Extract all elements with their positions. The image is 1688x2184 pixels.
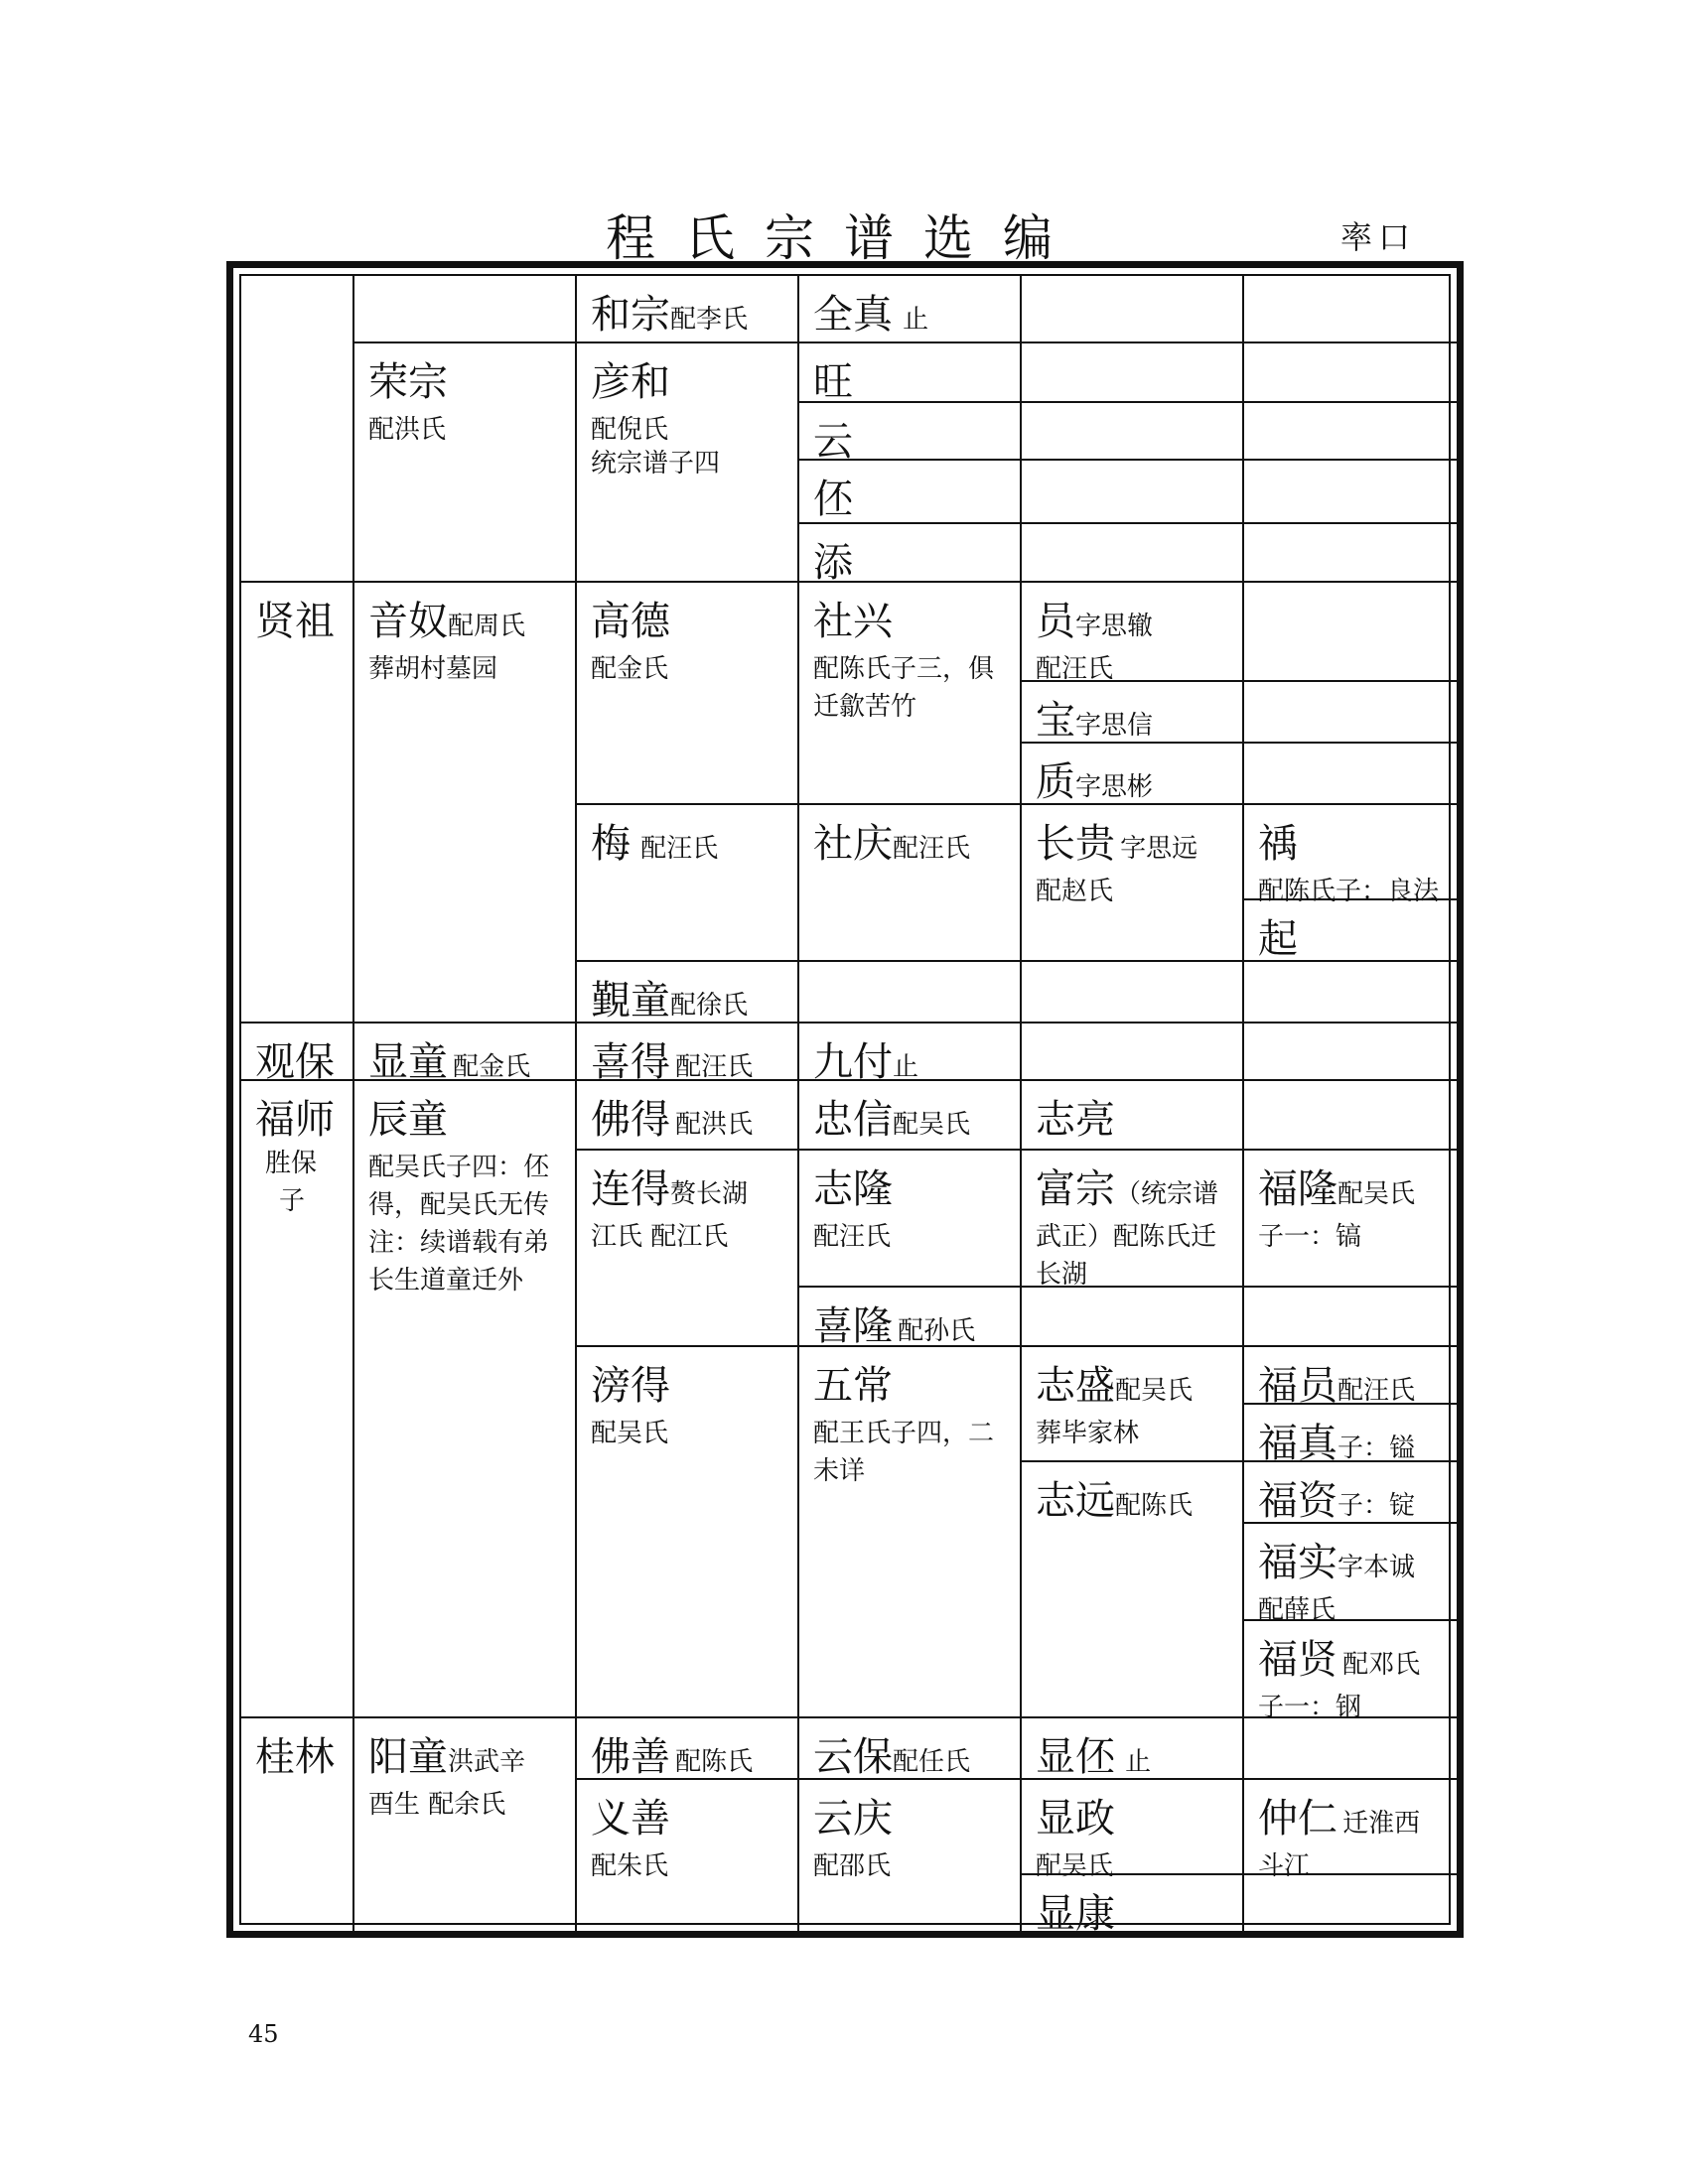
person-note: 酉生 配余氏 — [368, 1790, 506, 1820]
person-name: 䄔 — [1258, 821, 1298, 867]
person-name: 显政 — [1036, 1796, 1115, 1842]
cell-fode — [577, 1081, 799, 1151]
person-name: 显伾 — [1036, 1734, 1115, 1780]
person-suffix: 迁淮西 — [1342, 1809, 1421, 1839]
gen-name: 桂林 — [255, 1734, 335, 1780]
gen-cell-top — [241, 276, 354, 583]
cell-hezong — [577, 276, 799, 343]
person-name: 和宗 — [591, 292, 670, 338]
person-suffix: 配李氏 — [670, 305, 749, 335]
person-name: 志盛 — [1036, 1363, 1115, 1409]
gen-cell-guilin — [241, 1718, 354, 1935]
person-note: 葬毕家林 — [1036, 1419, 1140, 1448]
person-name: 喜得 — [591, 1039, 670, 1085]
cell-yun — [799, 403, 1022, 465]
person-name: 佛善 — [591, 1734, 670, 1780]
cell-empty — [1022, 524, 1244, 583]
person-name: 志亮 — [1036, 1097, 1115, 1143]
person-note: 葬胡村墓园 — [368, 654, 498, 684]
cell-empty — [1022, 962, 1244, 1024]
person-suffix: 配洪氏 — [675, 1110, 754, 1140]
person-name: 福实 — [1258, 1540, 1337, 1585]
person-suffix: 配汪氏 — [640, 834, 719, 864]
person-suffix: （统宗谱 — [1115, 1179, 1219, 1209]
cell-changgui — [1022, 805, 1244, 962]
cell-empty — [1244, 1718, 1461, 1780]
cell-yanhe — [577, 343, 799, 583]
person-name: 质 — [1036, 759, 1075, 805]
cell-empty — [354, 276, 577, 343]
cell-jiufu — [799, 1024, 1022, 1085]
person-suffix: 字思彬 — [1075, 772, 1154, 802]
table-grid — [239, 274, 1451, 1937]
cell-empty — [1244, 403, 1461, 461]
person-name: 显康 — [1036, 1891, 1115, 1937]
person-name: 音奴 — [368, 599, 448, 644]
gen-cell-guanbao — [241, 1024, 354, 1085]
person-suffix: 配汪氏 — [893, 834, 971, 864]
gen-name: 福师 — [255, 1097, 335, 1143]
person-suffix: 配吴氏 — [1337, 1179, 1416, 1209]
cell-liande — [577, 1151, 799, 1347]
person-name: 彦和 — [591, 359, 670, 405]
cell-empty — [1244, 1081, 1461, 1151]
person-suffix: 配吴氏 — [1115, 1376, 1194, 1406]
person-name: 九付 — [813, 1039, 893, 1085]
person-suffix: 配汪氏 — [675, 1052, 754, 1082]
cell-empty — [1244, 1024, 1461, 1081]
cell-foshan — [577, 1718, 799, 1780]
person-suffix: 赘长湖 — [670, 1179, 749, 1209]
gen-name: 贤祖 — [255, 599, 335, 644]
person-name: 仲仁 — [1258, 1796, 1337, 1842]
person-name: 五常 — [813, 1363, 893, 1409]
person-name: 高德 — [591, 599, 670, 644]
cell-zhongren — [1244, 1780, 1461, 1881]
cell-wuchang — [799, 1347, 1022, 1718]
person-note: 配金氏 — [591, 654, 669, 684]
person-note: 江氏 配江氏 — [591, 1222, 729, 1252]
cell-empty — [1244, 583, 1461, 682]
person-name: 辰童 — [368, 1097, 448, 1143]
person-name: 伾 — [813, 477, 853, 522]
cell-zhi — [1022, 744, 1244, 805]
cell-qi — [1244, 900, 1461, 962]
person-name: 梅 — [591, 821, 631, 867]
person-suffix: 配任氏 — [893, 1747, 971, 1777]
person-note: 配吴氏子四：伾得，配吴氏无传注：续谱载有弟长生道童迁外 — [368, 1153, 550, 1296]
person-name: 志远 — [1036, 1478, 1115, 1524]
gen-note: 胜保 — [265, 1149, 318, 1178]
cell-gaode — [577, 583, 799, 805]
cell-fuzong — [1022, 1151, 1244, 1288]
cell-yinnu — [354, 583, 577, 1024]
person-name: 添 — [813, 540, 853, 586]
person-name: 福员 — [1258, 1363, 1337, 1409]
person-note: 配朱氏 — [591, 1851, 669, 1881]
cell-xiantong — [354, 1024, 577, 1085]
person-suffix: 配徐氏 — [670, 991, 749, 1021]
person-name: 义善 — [591, 1796, 670, 1842]
cell-shexing — [799, 583, 1022, 805]
cell-yishan — [577, 1780, 799, 1935]
person-note: 配洪氏 — [368, 415, 447, 445]
cell-empty — [1244, 682, 1461, 744]
cell-zhiyuan — [1022, 1462, 1244, 1718]
person-name: 富宗 — [1036, 1166, 1115, 1212]
cell-empty — [1022, 403, 1244, 461]
page-title: 程氏宗谱选编 — [606, 209, 1082, 267]
person-name: 滂得 — [591, 1363, 670, 1409]
person-name: 显童 — [368, 1039, 448, 1085]
person-suffix: 字思辙 — [1075, 612, 1154, 641]
person-note: 配薛氏 — [1258, 1595, 1336, 1625]
person-suffix: 配周氏 — [448, 612, 526, 641]
cell-yunbao — [799, 1718, 1022, 1780]
cell-fushi — [1244, 1524, 1461, 1625]
person-name: 员 — [1036, 599, 1075, 644]
cell-empty — [1244, 1875, 1461, 1935]
person-suffix: 字本诚 — [1337, 1553, 1416, 1582]
person-suffix: 子：镒 — [1337, 1433, 1416, 1463]
person-note: 斗江 — [1258, 1851, 1311, 1881]
person-name: 阳童 — [368, 1734, 448, 1780]
cell-fuzhen — [1244, 1405, 1461, 1466]
person-name: 云保 — [813, 1734, 893, 1780]
person-name: 连得 — [591, 1166, 670, 1212]
person-suffix: 止 — [893, 1052, 919, 1082]
person-name: 福贤 — [1258, 1637, 1337, 1683]
person-note: 配王氏子四，二未详 — [813, 1419, 995, 1486]
person-name: 旺 — [813, 359, 853, 405]
person-suffix: 止 — [1125, 1747, 1152, 1777]
person-note: 配吴氏 — [591, 1419, 669, 1448]
cell-yuan — [1022, 583, 1244, 682]
cell-fuxian — [1244, 1621, 1461, 1722]
person-name: 社兴 — [813, 599, 893, 644]
person-suffix: 配金氏 — [453, 1052, 531, 1082]
cell-xide — [577, 1024, 799, 1085]
cell-wang — [799, 343, 1022, 403]
person-name: 福资 — [1258, 1478, 1337, 1524]
person-name: 全真 — [813, 292, 893, 338]
person-name: 喜隆 — [813, 1303, 893, 1349]
person-note: 子一：镐 — [1258, 1222, 1362, 1252]
person-suffix: 配邓氏 — [1342, 1650, 1421, 1680]
person-suffix: 子：锭 — [1337, 1491, 1416, 1521]
person-suffix: 止 — [903, 305, 929, 335]
cell-yunqing — [799, 1780, 1022, 1935]
cell-empty — [1244, 276, 1461, 343]
person-suffix: 字思远 — [1120, 834, 1198, 864]
person-name: 长贵 — [1036, 821, 1115, 867]
person-note: 子一：钢 — [1258, 1693, 1362, 1722]
cell-bao — [1022, 682, 1244, 744]
cell-mei — [577, 805, 799, 962]
cell-zhilong — [799, 1151, 1022, 1288]
cell-pangde — [577, 1347, 799, 1718]
cell-empty — [1022, 461, 1244, 524]
cell-rongzong — [354, 343, 577, 583]
person-name: 福隆 — [1258, 1166, 1337, 1212]
person-name: 佛得 — [591, 1097, 670, 1143]
person-name: 志隆 — [813, 1166, 893, 1212]
cell-empty — [799, 962, 1022, 1024]
cell-zhiliang — [1022, 1081, 1244, 1151]
person-name: 福真 — [1258, 1421, 1337, 1466]
cell-empty — [1244, 461, 1461, 524]
person-note: 武正）配陈氏迁长湖 — [1036, 1222, 1217, 1290]
person-note: 统宗谱子四 — [591, 449, 721, 478]
cell-zhongxin — [799, 1081, 1022, 1151]
cell-empty — [1022, 1024, 1244, 1081]
gen-cell-xianzu — [241, 583, 354, 1024]
cell-empty — [1244, 1288, 1461, 1347]
cell-ju — [1244, 805, 1461, 906]
cell-empty — [1244, 962, 1461, 1024]
cell-fulong — [1244, 1151, 1461, 1288]
cell-fuyuan — [1244, 1347, 1461, 1409]
cell-empty — [1244, 524, 1461, 583]
cell-xianzheng — [1022, 1780, 1244, 1881]
cell-pi — [799, 461, 1022, 524]
cell-xianpi — [1022, 1718, 1244, 1780]
cell-empty — [1244, 343, 1461, 403]
gen-note: 子 — [279, 1186, 306, 1216]
person-note: 配赵氏 — [1036, 877, 1114, 906]
gen-cell-fushi — [241, 1081, 354, 1718]
cell-jintong — [577, 962, 799, 1024]
person-note: 配汪氏 — [1036, 654, 1114, 684]
cell-empty — [1022, 1288, 1244, 1347]
person-note: 配陈氏子：良法 — [1258, 877, 1440, 906]
person-suffix: 配孙氏 — [898, 1316, 976, 1346]
cell-zhisheng — [1022, 1347, 1244, 1462]
cell-fuzi — [1244, 1462, 1461, 1524]
person-name: 覲童 — [591, 978, 670, 1024]
cell-sheqing — [799, 805, 1022, 962]
cell-tian — [799, 524, 1022, 586]
cell-xilong — [799, 1288, 1022, 1347]
person-note: 配倪氏 — [591, 415, 669, 445]
person-name: 云庆 — [813, 1796, 893, 1842]
cell-empty — [1022, 276, 1244, 343]
person-note: 配陈氏子三，俱迁歙苦竹 — [813, 654, 995, 722]
person-name: 宝 — [1036, 698, 1075, 744]
person-suffix: 配陈氏 — [1115, 1491, 1194, 1521]
person-name: 荣宗 — [368, 359, 448, 405]
cell-chentong — [354, 1081, 577, 1718]
person-note: 配邵氏 — [813, 1851, 892, 1881]
page-number: 45 — [248, 2020, 279, 2048]
gen-name: 观保 — [255, 1039, 335, 1085]
person-suffix: 配吴氏 — [893, 1110, 971, 1140]
person-name: 云 — [813, 419, 853, 465]
person-suffix: 配陈氏 — [675, 1747, 754, 1777]
place-label: 率口 — [1340, 218, 1417, 256]
cell-empty — [1022, 343, 1244, 403]
person-suffix: 字思信 — [1075, 711, 1154, 741]
person-note: 配吴氏 — [1036, 1851, 1114, 1881]
person-name: 社庆 — [813, 821, 893, 867]
cell-xiankang — [1022, 1875, 1244, 1935]
person-name: 忠信 — [813, 1097, 893, 1143]
cell-empty — [1244, 744, 1461, 805]
cell-quanzhen — [799, 276, 1022, 343]
person-note: 配汪氏 — [813, 1222, 892, 1252]
person-suffix: 配汪氏 — [1337, 1376, 1416, 1406]
person-suffix: 洪武辛 — [448, 1747, 526, 1777]
person-name: 起 — [1258, 916, 1298, 962]
genealogy-table — [226, 261, 1464, 1938]
cell-yangtong — [354, 1718, 577, 1935]
